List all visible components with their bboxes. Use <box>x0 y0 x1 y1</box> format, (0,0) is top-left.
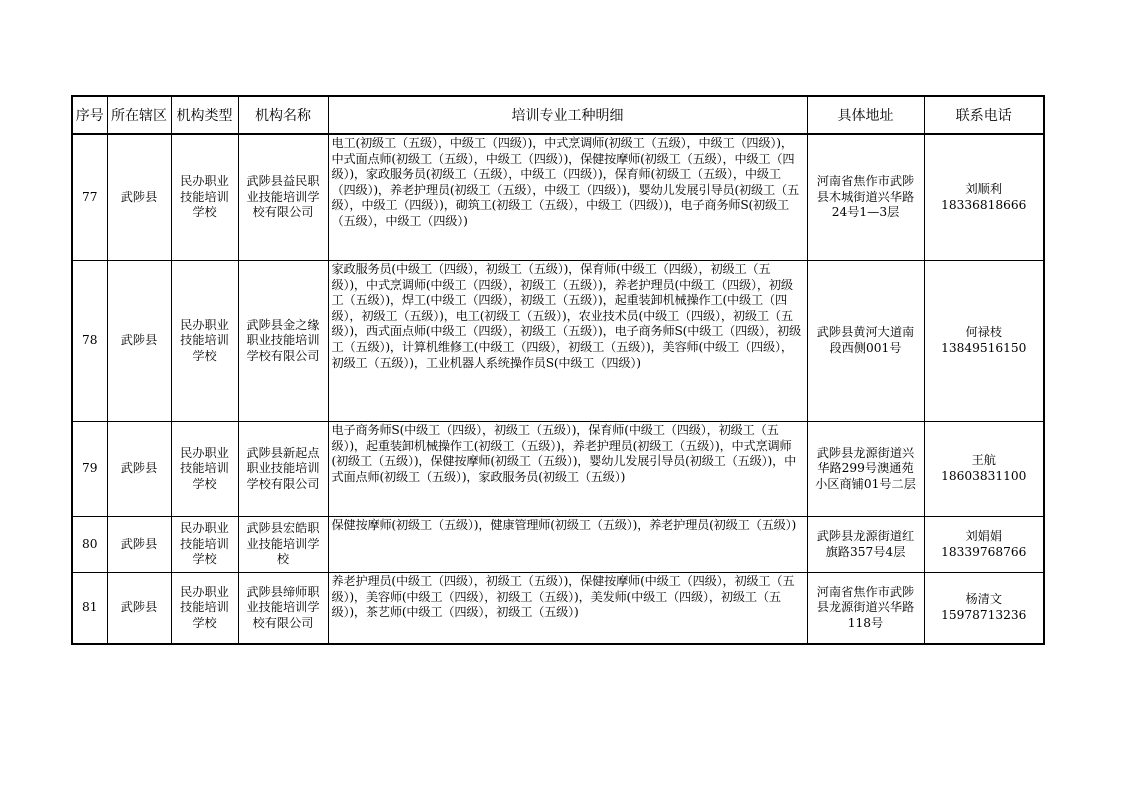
cell-seq: 80 <box>72 517 107 573</box>
header-detail: 培训专业工种明细 <box>328 96 807 134</box>
cell-contact <box>924 261 1044 422</box>
cell-name: 武陟县宏皓职业技能培训学校 <box>238 517 328 573</box>
cell-district: 武陟县 <box>107 517 171 573</box>
cell-detail: 家政服务员(中级工（四级），初级工（五级）)，保育师(中级工（四级），初级工（五级）)，中式烹调师(中级工（四级），初级工（五级）)，养老护理员(中级工（四级），初级工（五级）)，焊工(中级工（四级），初级工（五级）)，起重装卸机械操作工(中级工（四级），初级工（五级）)，电工(初级工（五级）)，农业技术员(中级工（四级），初级工（五级）)，西式面点师(中级工（四级），初级工（五级）)，电子商务师S(中级工（四级），初级工（五级）)，计算机维修工(中级工（四级），初级工（五级）)，美容师(中级工（四级），初级工（五级）)，工业机器人系统操作员S(中级工（四级）) <box>328 261 807 422</box>
institution-table <box>71 95 1045 645</box>
contact-name: 刘娟娟 <box>965 528 1003 543</box>
cell-detail: 电工(初级工（五级），中级工（四级）)，中式烹调师(初级工（五级），中级工（四级）)，中式面点师(初级工（五级），中级工（四级）)，保健按摩师(初级工（五级），中级工（四级）)，家政服务员(初级工（五级），中级工（四级）)，保育师(初级工（五级），中级工（四级）)，养老护理员(初级工（五级），中级工（四级）)，婴幼儿发展引导员(初级工（五级），中级工（四级）)，砌筑工(初级工（五级），中级工（四级）)，电子商务师S(初级工（五级），中级工（四级）) <box>328 134 807 261</box>
table-row <box>72 517 1044 573</box>
table-row <box>72 134 1044 261</box>
cell-seq: 81 <box>72 573 107 645</box>
cell-detail: 保健按摩师(初级工（五级）)，健康管理师(初级工（五级）)，养老护理员(初级工（五级）) <box>328 517 807 573</box>
cell-seq: 77 <box>72 134 107 261</box>
cell-seq: 79 <box>72 422 107 517</box>
cell-type: 民办职业技能培训学校 <box>171 573 238 645</box>
cell-district: 武陟县 <box>107 422 171 517</box>
cell-address: 河南省焦作市武陟县龙源街道兴华路118号 <box>807 573 924 645</box>
table-row <box>72 422 1044 517</box>
cell-district: 武陟县 <box>107 261 171 422</box>
cell-type: 民办职业技能培训学校 <box>171 134 238 261</box>
header-phone: 联系电话 <box>924 96 1044 134</box>
cell-type: 民办职业技能培训学校 <box>171 261 238 422</box>
cell-detail: 养老护理员(中级工（四级），初级工（五级）)，保健按摩师(中级工（四级），初级工（五级）)，美容师(中级工（四级），初级工（五级）)，美发师(中级工（四级），初级工（五级）)，茶艺师(中级工（四级），初级工（五级）) <box>328 573 807 645</box>
cell-seq: 78 <box>72 261 107 422</box>
table-row <box>72 573 1044 645</box>
cell-contact <box>924 422 1044 517</box>
contact-phone: 13849516150 <box>941 341 1027 355</box>
header-type: 机构类型 <box>171 96 238 134</box>
table-row <box>72 261 1044 422</box>
contact-phone: 18603831100 <box>941 469 1027 483</box>
cell-type: 民办职业技能培训学校 <box>171 422 238 517</box>
cell-address: 武陟县龙源街道红旗路357号4层 <box>807 517 924 573</box>
contact-phone: 15978713236 <box>941 608 1027 622</box>
contact-phone: 18339768766 <box>941 544 1027 559</box>
contact-name: 刘顺利 <box>965 181 1003 196</box>
cell-address: 河南省焦作市武陟县木城街道兴华路24号1—3层 <box>807 134 924 261</box>
cell-address: 武陟县龙源街道兴华路299号澳通苑小区商铺01号二层 <box>807 422 924 517</box>
contact-name: 王航 <box>971 453 996 468</box>
cell-name: 武陟县新起点职业技能培训学校有限公司 <box>238 422 328 517</box>
cell-district: 武陟县 <box>107 573 171 645</box>
contact-name: 杨清文 <box>965 592 1003 607</box>
cell-district: 武陟县 <box>107 134 171 261</box>
cell-contact <box>924 517 1044 573</box>
contact-phone: 18336818666 <box>941 197 1027 212</box>
cell-contact <box>924 134 1044 261</box>
cell-detail: 电子商务师S(中级工（四级），初级工（五级）)，保育师(中级工（四级），初级工（五级）)，起重装卸机械操作工(初级工（五级）)，养老护理员(初级工（五级）)，中式烹调师(初级工（五级）)，保健按摩师(初级工（五级）)，婴幼儿发展引导员(初级工（五级）)，中式面点师(初级工（五级）)，家政服务员(初级工（五级）) <box>328 422 807 517</box>
header-name: 机构名称 <box>238 96 328 134</box>
cell-contact <box>924 573 1044 645</box>
contact-name: 何禄枝 <box>965 325 1003 340</box>
header-district: 所在辖区 <box>107 96 171 134</box>
header-address: 具体地址 <box>807 96 924 134</box>
table-header-row <box>72 96 1044 134</box>
cell-name: 武陟县金之缘职业技能培训学校有限公司 <box>238 261 328 422</box>
cell-type: 民办职业技能培训学校 <box>171 517 238 573</box>
cell-name: 武陟县益民职业技能培训学校有限公司 <box>238 134 328 261</box>
header-seq: 序号 <box>72 96 107 134</box>
cell-name: 武陟县缔师职业技能培训学校有限公司 <box>238 573 328 645</box>
cell-address: 武陟县黄河大道南段西侧001号 <box>807 261 924 422</box>
